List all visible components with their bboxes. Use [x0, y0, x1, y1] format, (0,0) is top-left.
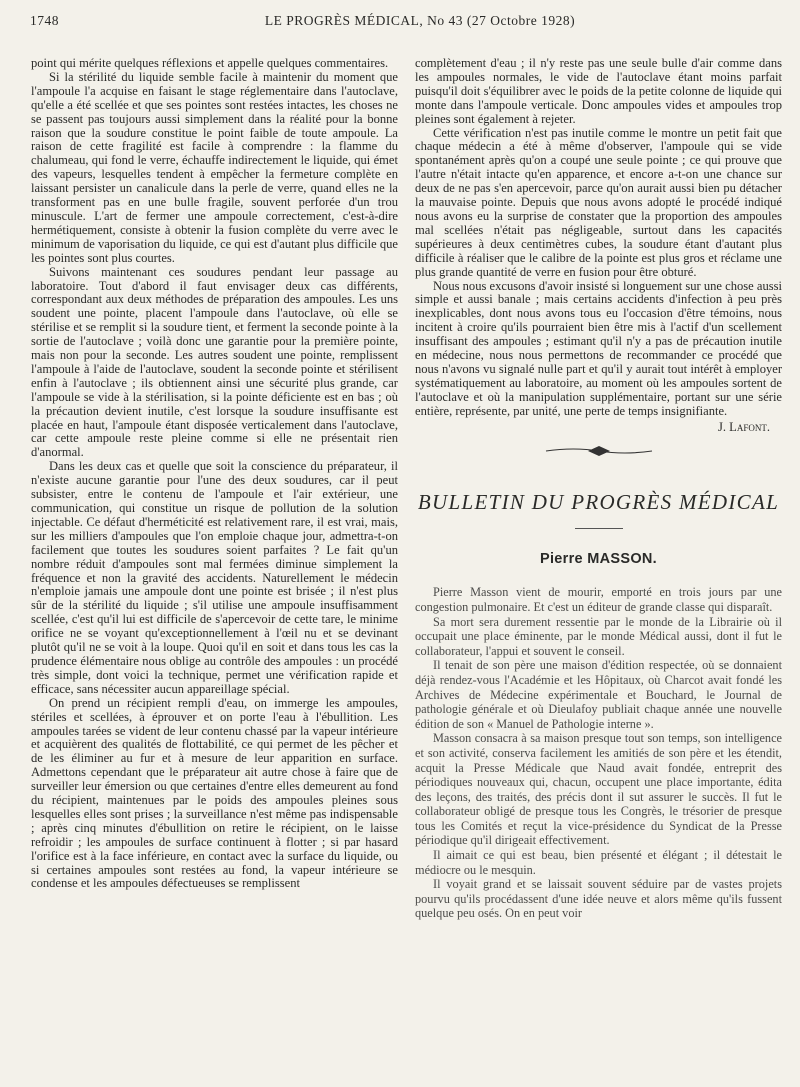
paragraph: Dans les deux cas et quelle que soit la conscience du préparateur, il n'existe aucune garantie pour l'une des deux soudures, car il peut subsister, entre le contenu de l'ampoule et l'air extérieur, une communication, qui constitue un risque de pollution de la solution injectable. Ce défaut d'herméticité est relativement rare, il est vrai, mais, sur les milliers d'ampoules que l'on emploie chaque jour, admettra-t-on facilement que toutes les soudures soient parfaites ? Le fait qu'un nombre réduit d'ampoules sont mal fermées diminue simplement la fréquence et non la gravité des accidents. Naturellement le médecin n'emploie jamais une ampoule dont une pointe est brisée ; il n'est plus sûr de la stérilité du liquide ; s'il utilise une ampoule insuffisamment scellée, c'est qu'il lui est difficile de s'apercevoir de cette tare, le minime orifice ne se voyant qu'exceptionnellement à l'œil nu et se devinant plutôt qu'il ne se voit à la loupe. Quoi qu'il en soit et dans tous les cas la prudence élémentaire nous oblige au contrôle des ampoules : un procédé très simple, dont voici la technique, permet une vérification rapide et efficace, sans nécessiter aucun appareillage spécial.	[31, 459, 398, 696]
right-column	[415, 57, 782, 921]
paragraph: On prend un récipient rempli d'eau, on immerge les ampoules, stériles et scellées, à éprouver et on porte l'eau à l'ébullition. Les ampoules tarées se vident de leur contenu chassé par la vapeur intérieure et acquièrent des qualités de flottabilité, ce qui permet de les pêcher et de les éliminer au fur et à mesure de leur apparition en surface. Admettons cependant que le préparateur ait autre chose à faire que de surveiller leur émersion ou que certaines d'entre elles demeurent au fond du récipient, maintenues par le poids des ampoules pleines sous lesquelles elles sont prises ; la surveillance n'est même pas indispensable ; après cinq minutes d'ébullition on retire le récipient, on le laisse refroidir ; les ampoules de surface continuent à flotter ; si par hasard l'orifice est à la face inférieure, en contact avec la surface du liquide, ou si certaines ampoules sont restées au fond, la vapeur intérieure se condense et les ampoules défectueuses se remplissent	[31, 695, 398, 891]
paragraph: Il tenait de son père une maison d'édition respectée, où se donnaient déjà rendez-vous l'Académie et les Hôpitaux, où Charcot avait fondé les Archives de Médecine expérimentale et Bouchard, le Journal de pathologie générale et où Dieulafoy publiait chaque année une nouvelle édition de son « Manuel de Pathologie interne ».	[415, 658, 782, 731]
page-header	[30, 13, 770, 35]
paragraph: Pierre Masson vient de mourir, emporté en trois jours par une congestion pulmonaire. Et c'est un éditeur de grande classe qui disparaît.	[415, 585, 782, 614]
page-number: 1748	[30, 13, 59, 28]
article-title: Pierre MASSON.	[539, 551, 657, 568]
ornament-divider	[415, 444, 782, 458]
left-column	[31, 57, 398, 891]
author-signature: J. Lafont.	[718, 419, 770, 434]
running-title: LE PROGRÈS MÉDICAL, No 43 (27 Octobre 1928)	[264, 13, 576, 28]
section-title: BULLETIN DU PROGRÈS MÉDICAL	[417, 490, 780, 515]
paragraph: Nous nous excusons d'avoir insisté si longuement sur une chose aussi simple et aussi banale ; mais certains accidents d'infection à peu près inexplicables, dont nous avons tous eu l'occasion d'être témoins, nous incitent à croire qu'ils pourraient bien être mis à l'actif d'un scellement insuffisant des ampoules ; estimant qu'il n'y a pas de précaution inutile en médecine, nous nous permettons de recommander ce procédé que nous n'avons vu signalé nulle part et qu'il y aurait tout intérêt à employer systématiquement au laboratoire, au moment où les ampoules sortent de l'autoclave et où la manipulation supplémentaire, portant sur une série entière, représente, par unité, une perte de temps insignifiante.	[415, 278, 782, 418]
paragraph: point qui mérite quelques réflexions et appelle quelques commentaires.	[31, 56, 389, 70]
paragraph: Il voyait grand et se laissait souvent séduire par de vastes projets pourvu qu'ils procédassent d'une idée neuve et alors même qu'ils fussent quelque peu osés. On en peut voir	[415, 877, 782, 921]
title-rule	[575, 528, 623, 529]
ornament-icon	[544, 444, 654, 458]
paragraph: Masson consacra à sa maison presque tout son temps, son intelligence et son activité, conserva facilement les amitiés de son père et les étendit, acquit la Presse Médicale que Naud avait fondée, entreprit des périodiques nouveaux qui, chacun, occupent une place importante, édita des leçons, des traités, des précis dont il sut assurer le succès. Il fut le collaborateur obligé de presque tous les Congrès, le trésorier de presque tous les Comités et reçut la vice-présidence du Syndicat de la Presse périodique qu'il dirigeait effectivement.	[415, 731, 782, 848]
paragraph: Cette vérification n'est pas inutile comme le montre un petit fait que chaque médecin a été à même d'observer, l'ampoule qui se vide spontanément après qu'on a coupé une seule pointe ; ce qui prouve que l'autre n'était intacte qu'en apparence, et encore a-t-on une chance sur deux de ne pas s'en apercevoir, parce qu'on aurait aussi bien pu détacher la mauvaise pointe. Depuis que nous avons adopté le procédé indiqué nous avons eu la surprise de constater que la proportion des ampoules mal scellées n'était pas négligeable, surtout dans les capacités supérieures à deux centimètres cubes, la soudure étant d'autant plus difficile à réaliser que le calibre de la pointe est plus gros et réclame une plus grande quantité de verre en fusion pour être obturé.	[415, 125, 782, 279]
paragraph: Sa mort sera durement ressentie par le monde de la Librairie où il occupait une place éminente, par le monde Médical aussi, dont il fut le collaborateur, l'appui et souvent le conseil.	[415, 614, 782, 658]
paragraph: complètement d'eau ; il n'y reste pas une seule bulle d'air comme dans les ampoules normales, le vide de l'autoclave étant moins parfait puisqu'il doit s'équilibrer avec le poids de la petite colonne de liquide qui monte dans l'ampoule verticale. Donc ampoules vides et ampoules trop pleines sont également à rejeter.	[415, 56, 782, 126]
paragraph: Il aimait ce qui est beau, bien présenté et élégant ; il détestait le médiocre ou le mesquin.	[415, 848, 782, 877]
article-body	[415, 585, 782, 921]
paragraph: Suivons maintenant ces soudures pendant leur passage au laboratoire. Tout d'abord il faut envisager deux cas différents, correspondant aux deux méthodes de préparation des ampoules. Les uns soudent une pointe, placent l'ampoule dans l'autoclave, où elle se stérilise et se remplit si la soudure tient, et ferment la seconde pointe à la sortie de l'autoclave ; voilà donc une garantie pour la première pointe, mais non pour la seconde. Les autres soudent une pointe, remplissent l'ampoule à l'aide de l'autoclave, soudent la seconde pointe et stérilisent enfin à l'autoclave ; ils obtiennent ainsi une sécurité plus grande, car l'ampoule se vide à la stérilisation, si la pointe déficiente est en bas ; où la précaution devient inutile, c'est lorsque la soudure insuffisante est placée en haut, l'ampoule étant disposée verticalement dans l'autoclave, car cette ampoule reste pleine comme si elle ne présentait rien d'anormal.	[31, 264, 398, 460]
paragraph: Si la stérilité du liquide semble facile à maintenir du moment que l'ampoule l'a acquise en faisant le stage réglementaire dans l'autoclave, qu'elle a été scellée et que ses pointes sont restées intactes, les choses ne se passent pas toujours aussi simplement dans la réalité pour la bonne raison que la soudure constitue le point faible de toute ampoule. La raison de cette fragilité est facile à comprendre : la flamme du chalumeau, qui fond le verre, échauffe indirectement le liquide, qui émet des vapeurs, lesquelles tendent à empêcher la fermeture complète en laissant persister un canalicule dans la perle de verre, quand elles ne la transforment pas en une bulle fragile, souvent perforée d'un trou minuscule. L'art de fermer une ampoule correctement, c'est-à-dire hermétiquement, consiste à obtenir la fusion complète du verre avec le minimum de vaporisation du liquide, ce qui est d'autant plus difficile que les pointes sont plus courtes.	[31, 69, 398, 265]
